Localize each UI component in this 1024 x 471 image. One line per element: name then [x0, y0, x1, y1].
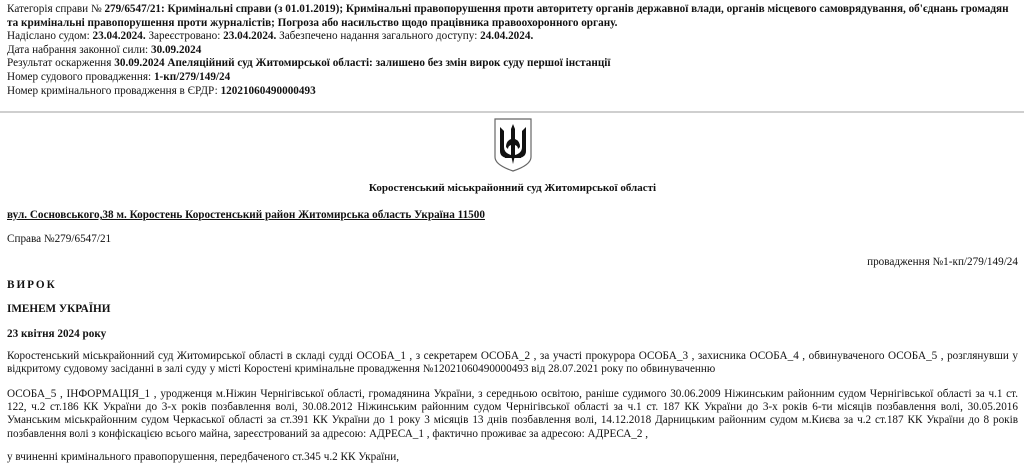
case-category: Категорія справи № 279/6547/21: Кримінальні справи (з 01.01.2019); Кримінальні правопорушення проти авторитету органів державної влади, органів місцевого самоврядування, об'єднань громадян та кримінальні правопорушення проти журналістів; Погроза або насильство щодо працівника правоохоронного органу.: [7, 3, 1009, 29]
verdict-title: ВИРОК: [7, 279, 57, 291]
court-proceeding-number: Номер судового провадження: 1-кп/279/149/24: [7, 70, 231, 83]
case-dates: Надіслано судом: 23.04.2024. Зареєстровано: 23.04.2024. Забезпечено надання загального доступу: 24.04.2024.: [7, 30, 534, 43]
paragraph-court-composition: Коростенський міськрайонний суд Житомирської області в складі судді ОСОБА_1 , з секретарем ОСОБА_2 , за участі прокурора ОСОБА_3 , захисника ОСОБА_4 , обвинуваченого ОСОБА_5 , розглянувши у відкритому судовому засіданні в залі суду у місті Коростені кримінальне провадження №12021060490000493 від 28.07.2021 року по обвинуваченню: [7, 350, 1018, 376]
divider: [0, 111, 1024, 113]
verdict-date: 23 квітня 2024 року: [7, 328, 107, 340]
coat-of-arms-of-ukraine-icon: [493, 117, 533, 173]
paragraph-defendant-info: ОСОБА_5 , ІНФОРМАЦІЯ_1 , уродженця м.Ніжин Чернігівської області, громадянина України, з середньою освітою, раніше судимого 30.06.2009 Ніжинським районним судом Чернігівської області за ч.1 ст. 122, ч.2 ст.186 КК України до 3-х років позбавлення волі, 30.08.2012 Ніжинським районним судом Чернігівської області за ч.1 ст. 187 КК України до 3-х років 6-ти місяців позбавлення волі, 30.05.2016 Уманським міськрайонним судом Черкаської області за ст.391 КК України до 1 року 3 місяців 13 днів позбавлення волі, 14.12.2018 Дарницьким районним судом м.Києва за ч.2 ст.187 КК України до 8 років позбавлення волі з конфіскацією всього майна, зареєстрований за адресою: АДРЕСА_1 , фактично проживає за адресою: АДРЕСА_2 ,: [7, 388, 1018, 440]
court-address: [7, 209, 1018, 221]
appeal-result: Результат оскарження 30.09.2024 Апеляційний суд Житомирської області: залишено без змін вирок суду першої інстанції: [7, 57, 611, 70]
court-address-link[interactable]: вул. Сосновського,38 м. Коростень Коростенський район Житомирська область Україна 11500: [7, 209, 485, 221]
paragraph-charge: у вчиненні кримінального правопорушення, передбаченого ст.345 ч.2 КК України,: [7, 451, 400, 463]
proceeding-number: провадження №1-кп/279/149/24: [867, 256, 1018, 268]
court-name: Коростенський міськрайонний суд Житомирської області: [368, 182, 657, 194]
erdr-number: Номер кримінального провадження в ЄРДР: 12021060490000493: [7, 84, 316, 97]
case-metadata: [7, 3, 1018, 98]
case-number: Справа №279/6547/21: [7, 233, 112, 245]
effective-date: Дата набрання законної сили: 30.09.2024: [7, 43, 202, 56]
in-the-name-of-ukraine: ІМЕНЕМ УКРАЇНИ: [7, 303, 111, 315]
